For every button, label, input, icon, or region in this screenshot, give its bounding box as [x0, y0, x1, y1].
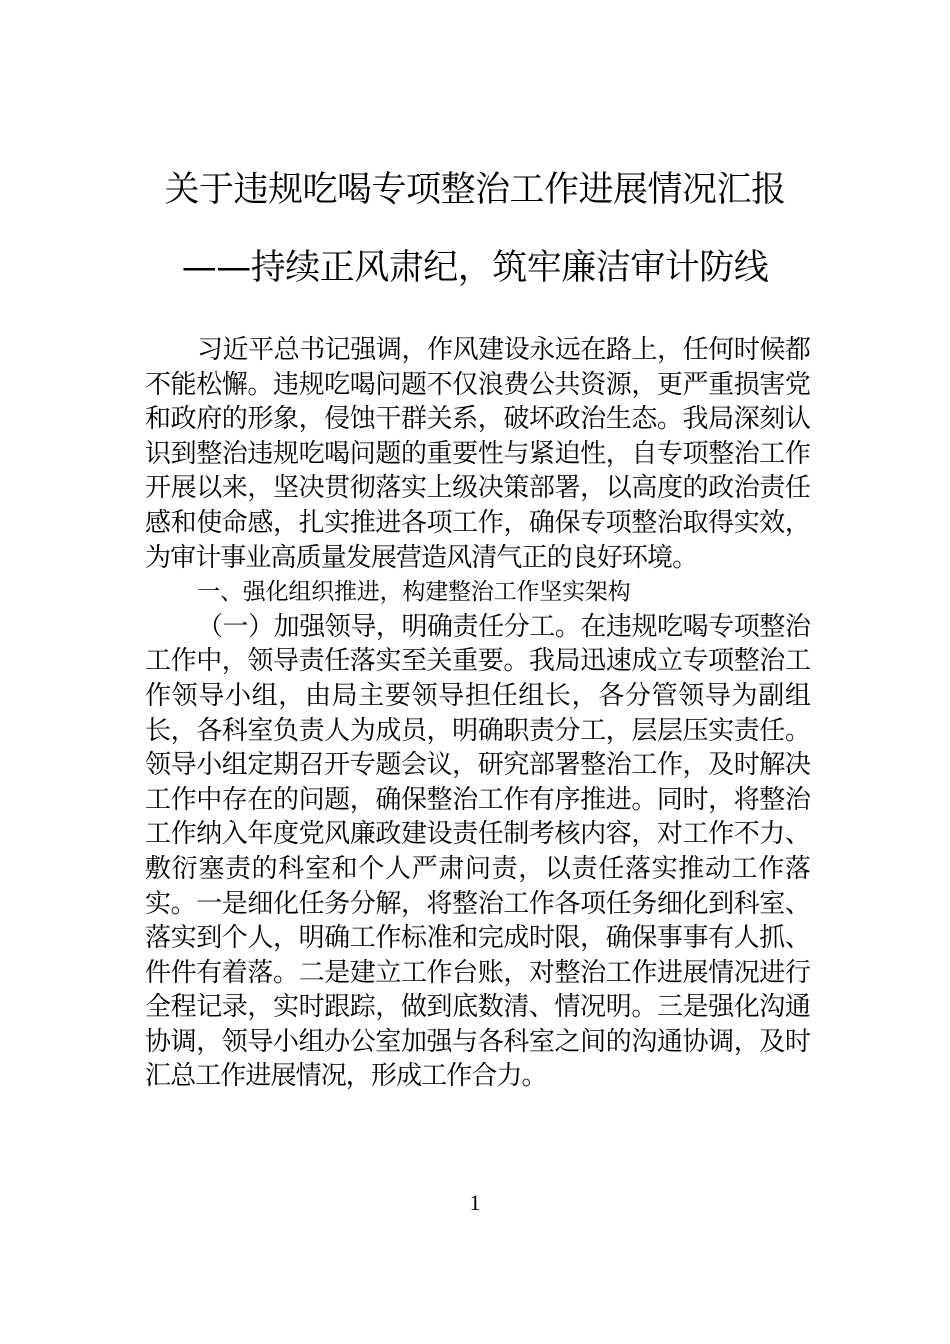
title-block	[100, 170, 850, 288]
document-body	[145, 333, 810, 1094]
section-paragraph: （一）加强领导，明确责任分工。在违规吃喝专项整治工作中，领导责任落实至关重要。我局迅速成立专项整治工作领导小组，由局主要领导担任组长，各分管领导为副组长，各科室负责人为成员，明确职责分工，层层压实责任。领导小组定期召开专题会议，研究部署整治工作，及时解决工作中存在的问题，确保整治工作有序推进。同时，将整治工作纳入年度党风廉政建设责任制考核内容，对工作不力、敷衍塞责的科室和个人严肃问责，以责任落实推动工作落实。一是细化任务分解，将整治工作各项任务细化到科室、落实到个人，明确工作标准和完成时限，确保事事有人抓、件件有着落。二是建立工作台账，对整治工作进展情况进行全程记录，实时跟踪，做到底数清、情况明。三是强化沟通协调，领导小组办公室加强与各科室之间的沟通协调，及时汇总工作进展情况，形成工作合力。	[145, 611, 810, 1092]
document-subtitle: ——持续正风肃纪，筑牢廉洁审计防线	[181, 248, 769, 288]
intro-paragraph: 习近平总书记强调，作风建设永远在路上，任何时候都不能松懈。违规吃喝问题不仅浪费公共资源，更严重损害党和政府的形象，侵蚀干群关系，破坏政治生态。我局深刻认识到整治违规吃喝问题的重要性与紧迫性，自专项整治工作开展以来，坚决贯彻落实上级决策部署，以高度的政治责任感和使命感，扎实推进各项工作，确保专项整治取得实效，为审计事业高质量发展营造风清气正的良好环境。	[145, 335, 810, 573]
page-number: 1	[469, 1190, 481, 1215]
section-heading: 一、强化组织推进，构建整治工作坚实架构	[197, 579, 631, 606]
document-title: 关于违规吃喝专项整治工作进展情况汇报	[164, 170, 786, 210]
